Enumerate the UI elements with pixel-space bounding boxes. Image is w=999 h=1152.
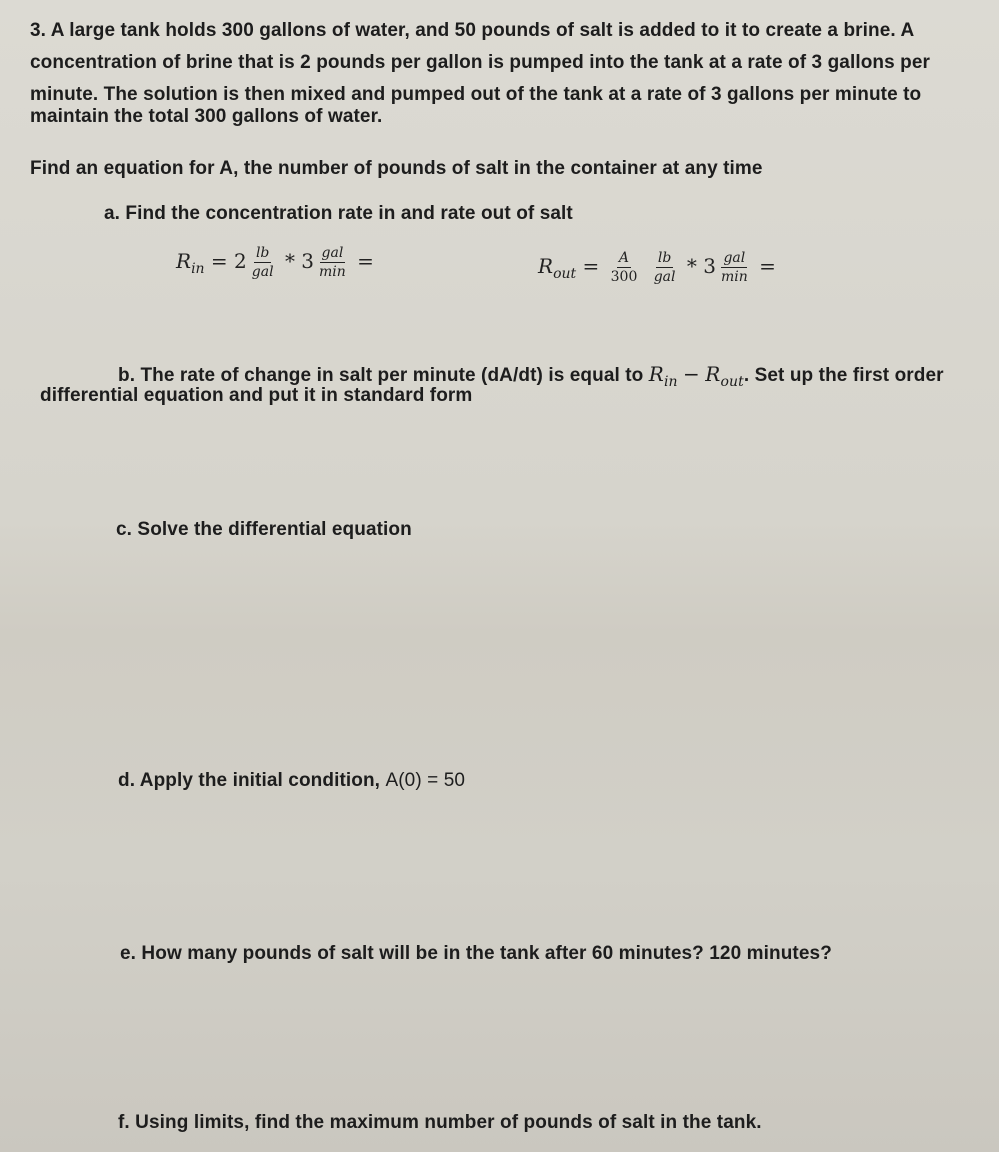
rate-out-equation	[538, 250, 776, 285]
problem-line-2: concentration of brine that is 2 pounds per gallon is pumped into the tank at a rate of 3 gallons per	[30, 52, 931, 73]
part-f-label: f. Using limits, find the maximum number of pounds of salt in the tank.	[118, 1112, 762, 1133]
rate-out-unit-2-denominator: min	[720, 269, 748, 285]
part-b-minus: −	[683, 362, 700, 386]
rate-out-symbol: R	[538, 254, 554, 278]
rate-in-unit-2-numerator: gal	[321, 245, 344, 261]
rate-out-unit-2-numerator: gal	[723, 250, 746, 266]
part-b-r-out: $R_{out}$	[705, 362, 744, 390]
part-d-condition: A(0) = 50	[385, 770, 466, 791]
rate-out-unit-1-denominator: gal	[653, 269, 676, 285]
rate-out-concentration-denominator: 300	[610, 269, 638, 285]
rate-out-coefficient: 3	[703, 254, 716, 278]
rate-in-equation	[176, 245, 374, 280]
part-b-text-2: . Set up the first order	[743, 365, 944, 386]
problem-prompt: Find an equation for A, the number of pounds of salt in the container at any time	[30, 158, 763, 179]
rate-out-subscript: out	[553, 266, 577, 282]
rate-in-unit-1	[250, 245, 276, 280]
part-d-line	[118, 770, 465, 792]
rate-in-coefficient-2: 3	[301, 249, 315, 273]
problem-line-3: minute. The solution is then mixed and pumped out of the tank at a rate of 3 gallons per minute to	[30, 84, 922, 105]
rate-in-unit-1-numerator: lb	[255, 245, 270, 261]
rate-out-times: *	[686, 254, 697, 278]
part-b-line-1	[118, 362, 944, 390]
rate-in-coefficient-1: 2	[234, 249, 247, 273]
rate-in-unit-2	[317, 245, 348, 280]
rate-out-equals-2: =	[759, 254, 776, 278]
part-a-label: a. Find the concentration rate in and rate out of salt	[104, 203, 573, 224]
rate-out-concentration-numerator: A	[618, 250, 630, 266]
rate-out-equals-1: =	[582, 254, 600, 278]
rate-out-unit-1-numerator: lb	[657, 250, 672, 266]
problem-line-1: 3. A large tank holds 300 gallons of water, and 50 pounds of salt is added to it to create a brine. A	[30, 20, 915, 41]
rate-in-symbol: R	[176, 249, 192, 273]
rate-out-concentration	[609, 250, 640, 285]
part-b-line-2: differential equation and put it in standard form	[40, 385, 473, 406]
part-c-label: c. Solve the differential equation	[116, 519, 412, 540]
rate-in-subscript: in	[191, 261, 205, 277]
rate-in-unit-2-denominator: min	[319, 264, 346, 280]
part-b-text-1: b. The rate of change in salt per minute (dA/dt) is equal to	[118, 365, 644, 386]
problem-line-4: maintain the total 300 gallons of water.	[30, 106, 383, 127]
part-b-r-in: $R_{in}$	[648, 362, 678, 390]
part-d-label: d. Apply the initial condition,	[118, 770, 381, 791]
part-e-label: e. How many pounds of salt will be in the tank after 60 minutes? 120 minutes?	[120, 943, 832, 964]
rate-in-equals-1: =	[210, 249, 228, 273]
rate-in-unit-1-denominator: gal	[251, 264, 274, 280]
rate-out-unit-1	[652, 250, 678, 285]
rate-out-unit-2	[719, 250, 750, 285]
rate-in-equals-2: =	[357, 249, 374, 273]
rate-in-times: *	[284, 249, 295, 273]
